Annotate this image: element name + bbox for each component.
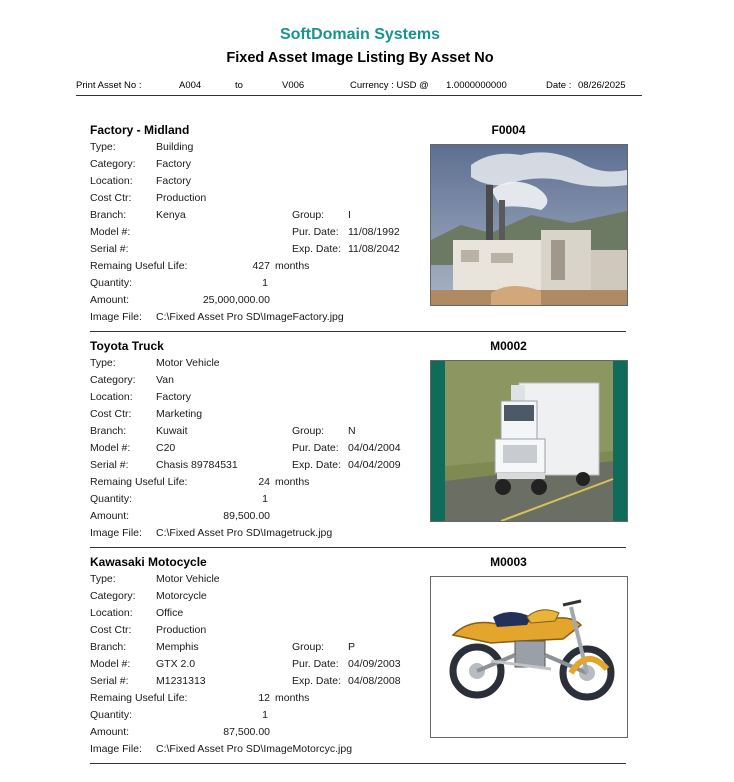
remaining-life-value: 24 — [258, 476, 270, 488]
print-asset-label: Print Asset No : — [76, 80, 142, 91]
cost-ctr-value: Marketing — [156, 408, 203, 420]
cost-ctr-label: Cost Ctr: — [90, 408, 132, 420]
currency-label: Currency : USD @ — [350, 80, 429, 91]
months-label: months — [275, 260, 310, 272]
model-value: C20 — [156, 442, 176, 454]
group-label: Group: — [292, 425, 325, 437]
amount-value: 25,000,000.00 — [202, 294, 270, 306]
quantity-value: 1 — [262, 277, 268, 289]
months-label: months — [275, 692, 310, 704]
branch-label: Branch: — [90, 641, 127, 653]
amount-value: 87,500.00 — [223, 726, 270, 738]
record-divider — [90, 331, 626, 332]
remaining-life-label: Remaing Useful Life: — [90, 692, 188, 704]
remaining-life-value: 12 — [258, 692, 270, 704]
company-name: SoftDomain Systems — [279, 26, 441, 43]
category-label: Category: — [90, 374, 136, 386]
serial-label: Serial #: — [90, 675, 129, 687]
motorcycle-illustration — [431, 577, 627, 737]
amount-label: Amount: — [90, 726, 130, 738]
model-value: GTX 2.0 — [156, 658, 196, 670]
pur-date-value: 04/09/2003 — [348, 658, 401, 670]
group-value: P — [348, 641, 356, 653]
group-value: N — [348, 425, 356, 437]
pur-date-value: 11/08/1992 — [348, 226, 400, 238]
record-divider — [90, 547, 626, 548]
pur-date-label: Pur. Date: — [292, 226, 339, 238]
exp-date-label: Exp. Date: — [292, 459, 342, 471]
branch-label: Branch: — [90, 209, 127, 221]
branch-value: Kenya — [156, 209, 186, 221]
quantity-label: Quantity: — [90, 277, 133, 289]
asset-from: A004 — [179, 80, 202, 91]
exp-date-label: Exp. Date: — [292, 243, 342, 255]
pur-date-value: 04/04/2004 — [348, 442, 401, 454]
quantity-value: 1 — [262, 493, 268, 505]
image-file-label: Image File: — [90, 743, 142, 755]
model-label: Model #: — [90, 226, 131, 238]
type-label: Type: — [90, 573, 116, 585]
cost-ctr-label: Cost Ctr: — [90, 192, 132, 204]
exp-date-label: Exp. Date: — [292, 675, 342, 687]
cost-ctr-value: Production — [156, 192, 207, 204]
group-label: Group: — [292, 641, 325, 653]
pur-date-label: Pur. Date: — [292, 658, 339, 670]
location-label: Location: — [90, 607, 133, 619]
type-label: Type: — [90, 141, 116, 153]
exp-date-value: 04/08/2008 — [348, 675, 401, 687]
amount-value: 89,500.00 — [223, 510, 270, 522]
asset-code: M0002 — [490, 339, 527, 353]
to-label: to — [235, 80, 243, 91]
header-divider — [76, 95, 642, 96]
factory-illustration — [431, 145, 627, 305]
branch-label: Branch: — [90, 425, 127, 437]
type-label: Type: — [90, 357, 116, 369]
asset-code: F0004 — [491, 123, 526, 137]
serial-label: Serial #: — [90, 243, 129, 255]
category-label: Category: — [90, 590, 136, 602]
model-label: Model #: — [90, 658, 131, 670]
exp-date-value: 04/04/2009 — [348, 459, 401, 471]
exchange-rate: 1.0000000000 — [446, 80, 507, 91]
motorcycle-photo — [430, 576, 628, 738]
category-value: Van — [156, 374, 174, 386]
months-label: months — [275, 476, 310, 488]
location-value: Factory — [156, 391, 192, 403]
model-label: Model #: — [90, 442, 131, 454]
truck-photo — [430, 360, 628, 522]
serial-value: M1231313 — [156, 675, 206, 687]
category-value: Factory — [156, 158, 192, 170]
location-value: Factory — [156, 175, 192, 187]
location-label: Location: — [90, 391, 133, 403]
remaining-life-label: Remaing Useful Life: — [90, 476, 188, 488]
group-label: Group: — [292, 209, 325, 221]
asset-code: M0003 — [490, 555, 527, 569]
amount-label: Amount: — [90, 510, 130, 522]
cost-ctr-value: Production — [156, 624, 207, 636]
quantity-label: Quantity: — [90, 709, 133, 721]
amount-label: Amount: — [90, 294, 130, 306]
image-file-value: C:\Fixed Asset Pro SD\Imagetruck.jpg — [156, 527, 333, 539]
remaining-life-value: 427 — [252, 260, 270, 272]
quantity-value: 1 — [262, 709, 268, 721]
type-value: Motor Vehicle — [156, 573, 220, 585]
group-value: I — [348, 209, 351, 221]
asset-to: V006 — [282, 80, 305, 91]
asset-name: Toyota Truck — [90, 339, 164, 353]
truck-illustration — [431, 361, 627, 521]
cost-ctr-label: Cost Ctr: — [90, 624, 132, 636]
location-label: Location: — [90, 175, 133, 187]
record-divider — [90, 763, 626, 764]
report-date: 08/26/2025 — [578, 80, 626, 91]
quantity-label: Quantity: — [90, 493, 133, 505]
category-label: Category: — [90, 158, 136, 170]
branch-value: Kuwait — [156, 425, 188, 437]
exp-date-value: 11/08/2042 — [348, 243, 400, 255]
category-value: Motorcycle — [156, 590, 207, 602]
type-value: Building — [156, 141, 194, 153]
image-file-label: Image File: — [90, 311, 142, 323]
location-value: Office — [156, 607, 184, 619]
image-file-value: C:\Fixed Asset Pro SD\ImageMotorcyc.jpg — [156, 743, 353, 755]
image-file-label: Image File: — [90, 527, 142, 539]
factory-photo — [430, 144, 628, 306]
serial-label: Serial #: — [90, 459, 129, 471]
type-value: Motor Vehicle — [156, 357, 220, 369]
pur-date-label: Pur. Date: — [292, 442, 339, 454]
serial-value: Chasis 89784531 — [156, 459, 238, 471]
asset-name: Kawasaki Motocycle — [90, 555, 207, 569]
report-title: Fixed Asset Image Listing By Asset No — [226, 50, 494, 66]
branch-value: Memphis — [156, 641, 199, 653]
date-label: Date : — [546, 80, 572, 91]
asset-name: Factory - Midland — [90, 123, 190, 137]
image-file-value: C:\Fixed Asset Pro SD\ImageFactory.jpg — [156, 311, 344, 323]
remaining-life-label: Remaing Useful Life: — [90, 260, 188, 272]
